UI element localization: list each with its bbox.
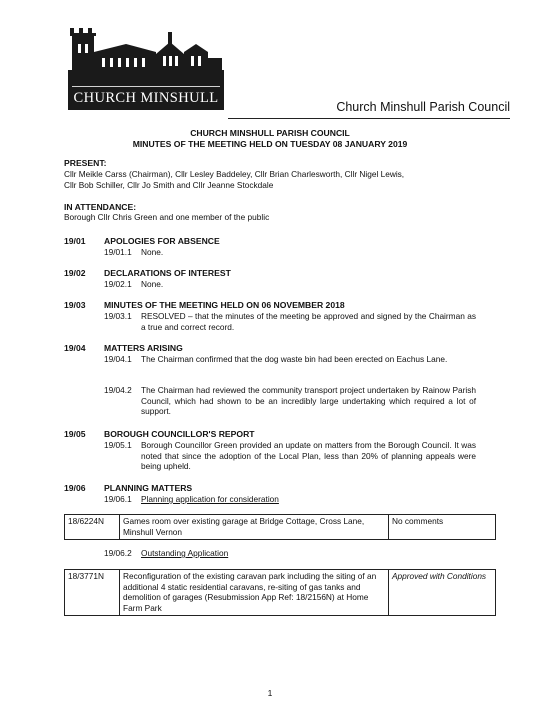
item-title: DECLARATIONS OF INTEREST xyxy=(104,268,231,278)
item-title: MATTERS ARISING xyxy=(104,343,183,353)
planning-table-consideration xyxy=(64,514,496,540)
sub-item-number: 19/05.1 xyxy=(104,440,132,450)
church-minshull-logo xyxy=(66,22,226,112)
attendance-heading: IN ATTENDANCE: xyxy=(64,202,137,212)
application-decision: No comments xyxy=(389,515,496,540)
sub-item-text: Borough Councillor Green provided an update on matters from the Borough Council. It was noted that since the adoption of the Local Plan, less than 20% of planning appeals were being upheld. xyxy=(141,440,476,472)
sub-item-text: None. xyxy=(141,247,164,257)
sub-item xyxy=(104,311,476,332)
council-name-header: Church Minshull Parish Council xyxy=(336,100,510,114)
logo-wordmark: CHURCH MINSHULL xyxy=(73,90,219,106)
sub-item-text: The Chairman had reviewed the community transport project undertaken by Rainow Parish Council, which had shown to be an incredibly large undertaking which required a lot of support. xyxy=(141,385,476,417)
sub-item-number: 19/03.1 xyxy=(104,311,132,321)
item-number: 19/05 xyxy=(64,429,86,439)
application-description: Reconfiguration of the existing caravan park including the siting of an additional 4 static residential caravans, re-siting of gas tanks and demolition of garages (Resubmission App Ref: 18/2156N) at Home Farm Park xyxy=(120,570,389,616)
sub-item xyxy=(104,548,476,559)
title-line-1: CHURCH MINSHULL PARISH COUNCIL xyxy=(190,128,350,138)
item-number: 19/01 xyxy=(64,236,86,246)
sub-item-number: 19/06.2 xyxy=(104,548,132,558)
sub-item xyxy=(104,247,476,258)
application-decision: Approved with Conditions xyxy=(389,570,496,616)
attendance-text: Borough Cllr Chris Green and one member of the public xyxy=(64,212,270,222)
item-number: 19/04 xyxy=(64,343,86,353)
present-list xyxy=(64,169,484,190)
sub-item xyxy=(104,354,476,365)
sub-item-text: Planning application for consideration xyxy=(141,494,279,504)
sub-item-number: 19/02.1 xyxy=(104,279,132,289)
sub-item-number: 19/04.1 xyxy=(104,354,132,364)
application-ref: 18/3771N xyxy=(65,570,120,616)
sub-item xyxy=(104,494,476,505)
application-description: Games room over existing garage at Bridge Cottage, Cross Lane, Minshull Vernon xyxy=(120,515,389,540)
title-line-2: MINUTES OF THE MEETING HELD ON TUESDAY 08 JANUARY 2019 xyxy=(132,139,408,149)
item-title: PLANNING MATTERS xyxy=(104,483,193,493)
minutes-title xyxy=(0,128,540,150)
application-ref: 18/6224N xyxy=(65,515,120,540)
item-number: 19/03 xyxy=(64,300,86,310)
table-row xyxy=(65,515,496,540)
sub-item-text: Outstanding Application xyxy=(141,548,229,558)
sub-item xyxy=(104,279,476,290)
sub-item-number: 19/06.1 xyxy=(104,494,132,504)
sub-item-text: RESOLVED – that the minutes of the meeting be approved and signed by the Chairman as a true and correct record. xyxy=(141,311,476,332)
table-row xyxy=(65,570,496,616)
present-line-2: Cllr Bob Schiller, Cllr Jo Smith and Cllr Jeanne Stockdale xyxy=(64,179,274,190)
page-number: 1 xyxy=(267,688,273,698)
sub-item xyxy=(104,440,476,472)
sub-item-text: The Chairman confirmed that the dog waste bin had been erected on Eachus Lane. xyxy=(141,354,448,364)
item-title: APOLOGIES FOR ABSENCE xyxy=(104,236,220,246)
item-title: MINUTES OF THE MEETING HELD ON 06 NOVEMBER 2018 xyxy=(104,300,345,310)
item-number: 19/06 xyxy=(64,483,86,493)
present-line-1: Cllr Meikle Carss (Chairman), Cllr Lesley Baddeley, Cllr Brian Charlesworth, Cllr Nigel Lewis, xyxy=(64,169,405,179)
present-heading: PRESENT: xyxy=(64,158,107,168)
sub-item xyxy=(104,385,476,417)
item-number: 19/02 xyxy=(64,268,86,278)
header-divider xyxy=(228,118,510,119)
planning-table-outstanding xyxy=(64,569,496,616)
sub-item-number: 19/04.2 xyxy=(104,385,132,395)
sub-item-number: 19/01.1 xyxy=(104,247,132,257)
item-title: BOROUGH COUNCILLOR'S REPORT xyxy=(104,429,255,439)
sub-item-text: None. xyxy=(141,279,164,289)
